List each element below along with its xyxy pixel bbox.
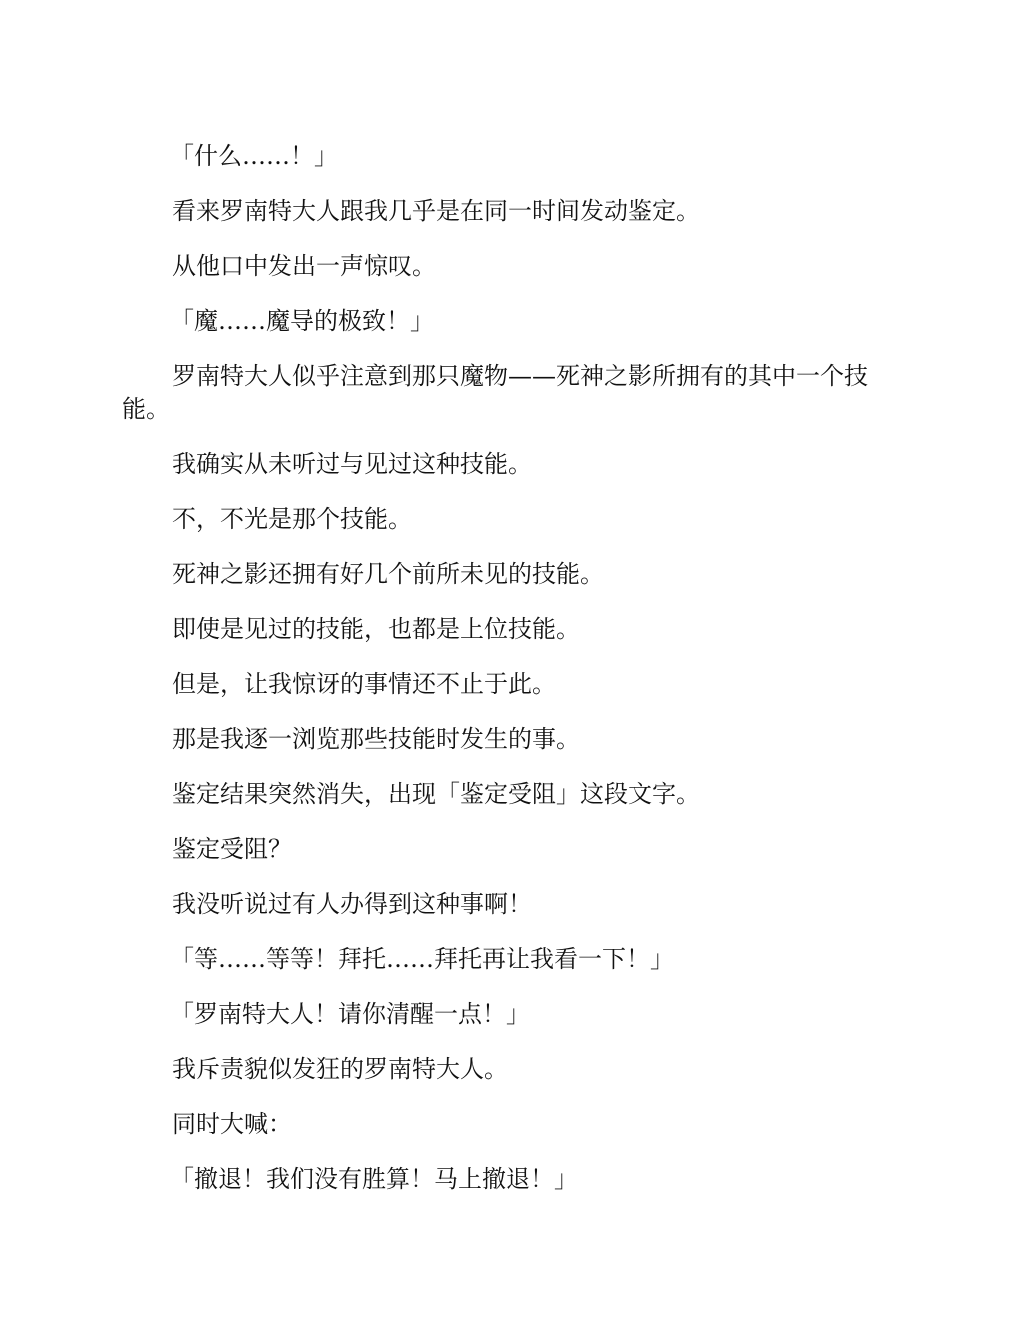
paragraph: 我没听说过有人办得到这种事啊！ — [172, 890, 532, 918]
paragraph: 「什么……！」 — [170, 142, 338, 170]
paragraph: 我确实从未听过与见过这种技能。 — [172, 450, 532, 478]
paragraph: 同时大喊： — [172, 1110, 292, 1138]
paragraph: 不，不光是那个技能。 — [172, 505, 412, 533]
paragraph: 但是，让我惊讶的事情还不止于此。 — [172, 670, 556, 698]
paragraph: 鉴定受阻？ — [172, 835, 292, 863]
paragraph: 鉴定结果突然消失，出现「鉴定受阻」这段文字。 — [172, 780, 700, 808]
paragraph: 死神之影还拥有好几个前所未见的技能。 — [172, 560, 604, 588]
text-body — [122, 140, 892, 1218]
paragraph: 罗南特大人似乎注意到那只魔物——死神之影所拥有的其中一个技能。 — [122, 362, 868, 423]
paragraph: 「魔……魔导的极致！」 — [170, 307, 434, 335]
paragraph: 即使是见过的技能，也都是上位技能。 — [172, 615, 580, 643]
paragraph: 「撤退！我们没有胜算！马上撤退！」 — [170, 1165, 578, 1193]
paragraph: 从他口中发出一声惊叹。 — [172, 252, 436, 280]
paragraph: 「等……等等！拜托……拜托再让我看一下！」 — [170, 945, 674, 973]
paragraph: 我斥责貌似发狂的罗南特大人。 — [172, 1055, 508, 1083]
paragraph: 那是我逐一浏览那些技能时发生的事。 — [172, 725, 580, 753]
paragraph: 看来罗南特大人跟我几乎是在同一时间发动鉴定。 — [172, 197, 700, 225]
paragraph: 「罗南特大人！请你清醒一点！」 — [170, 1000, 530, 1028]
